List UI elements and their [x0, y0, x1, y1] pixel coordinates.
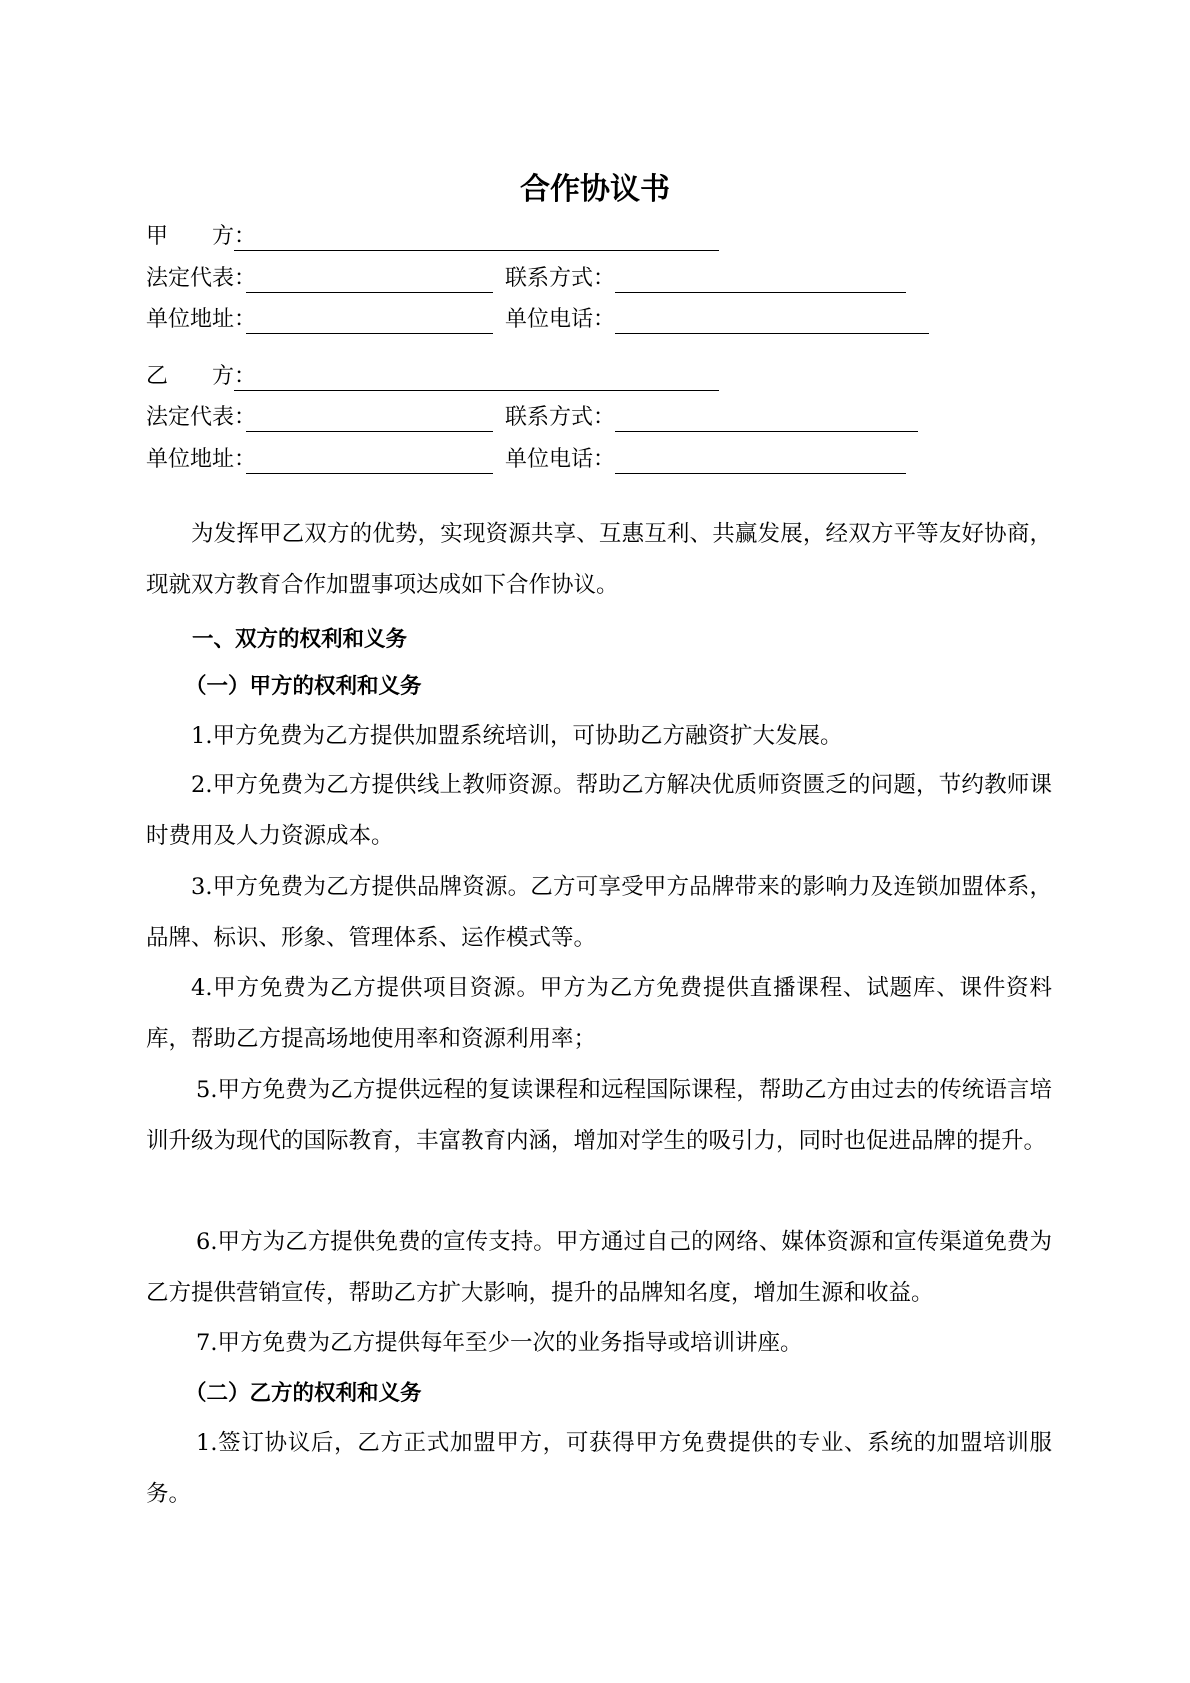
party-a-clause-2: 2.甲方免费为乙方提供线上教师资源。帮助乙方解决优质师资匮乏的问题，节约教师课时费用及人力资源成本。: [146, 772, 1052, 849]
party-a-name-field: [146, 222, 746, 252]
party-a-addr-blank[interactable]: [246, 333, 493, 334]
party-b-rep-label: 法定代表：: [146, 405, 257, 430]
party-a-name-label: 甲 方：: [146, 224, 257, 249]
party-a-contact-label: 联系方式：: [505, 266, 616, 291]
document-title: 合作协议书: [520, 172, 670, 207]
party-b-name-blank[interactable]: [234, 390, 719, 391]
party-b-addr-label: 单位地址：: [146, 447, 257, 472]
party-b-phone-label: 单位电话：: [505, 447, 616, 472]
subsection-b-heading: （二）乙方的权利和义务: [185, 1381, 422, 1406]
party-a-contact-blank[interactable]: [615, 292, 906, 293]
party-a-clause-4: 4.甲方免费为乙方提供项目资源。甲方为乙方免费提供直播课程、试题库、课件资料库，帮助乙方提高场地使用率和资源利用率；: [146, 975, 1052, 1052]
party-a-rep-blank[interactable]: [246, 292, 493, 293]
party-a-name-blank[interactable]: [234, 250, 719, 251]
party-a-addr-row: [146, 305, 966, 335]
party-b-contact-label: 联系方式：: [505, 405, 616, 430]
intro-paragraph: 为发挥甲乙双方的优势，实现资源共享、互惠互利、共赢发展，经双方平等友好协商，现就双方教育合作加盟事项达成如下合作协议。: [146, 521, 1052, 598]
party-b-addr-blank[interactable]: [246, 473, 493, 474]
party-a-addr-label: 单位地址：: [146, 307, 257, 332]
party-b-rep-row: [146, 403, 966, 433]
party-a-rep-label: 法定代表：: [146, 266, 257, 291]
party-b-name-label: 乙 方：: [146, 364, 257, 389]
section-1-heading: 一、双方的权利和义务: [192, 627, 408, 652]
party-b-phone-blank[interactable]: [615, 473, 906, 474]
party-b-rep-blank[interactable]: [246, 431, 493, 432]
party-b-clause-1: 1.签订协议后，乙方正式加盟甲方，可获得甲方免费提供的专业、系统的加盟培训服务。: [146, 1430, 1052, 1507]
party-a-clause-5: 5.甲方免费为乙方提供远程的复读课程和远程国际课程，帮助乙方由过去的传统语言培训升级为现代的国际教育，丰富教育内涵，增加对学生的吸引力，同时也促进品牌的提升。: [146, 1077, 1052, 1154]
party-a-phone-label: 单位电话：: [505, 307, 616, 332]
party-b-name-field: [146, 362, 746, 392]
party-a-clause-7: 7.甲方免费为乙方提供每年至少一次的业务指导或培训讲座。: [196, 1330, 803, 1356]
party-a-clause-3: 3.甲方免费为乙方提供品牌资源。乙方可享受甲方品牌带来的影响力及连锁加盟体系，品牌、标识、形象、管理体系、运作模式等。: [146, 874, 1052, 951]
party-b-addr-row: [146, 445, 966, 475]
party-a-clause-6: 6.甲方为乙方提供免费的宣传支持。甲方通过自己的网络、媒体资源和宣传渠道免费为乙方提供营销宣传，帮助乙方扩大影响，提升的品牌知名度，增加生源和收益。: [146, 1229, 1052, 1306]
subsection-a-heading: （一）甲方的权利和义务: [185, 674, 422, 699]
party-a-rep-row: [146, 264, 966, 294]
party-a-phone-blank[interactable]: [615, 333, 929, 334]
party-a-clause-1: 1.甲方免费为乙方提供加盟系统培训，可协助乙方融资扩大发展。: [191, 723, 843, 749]
party-b-contact-blank[interactable]: [615, 431, 918, 432]
